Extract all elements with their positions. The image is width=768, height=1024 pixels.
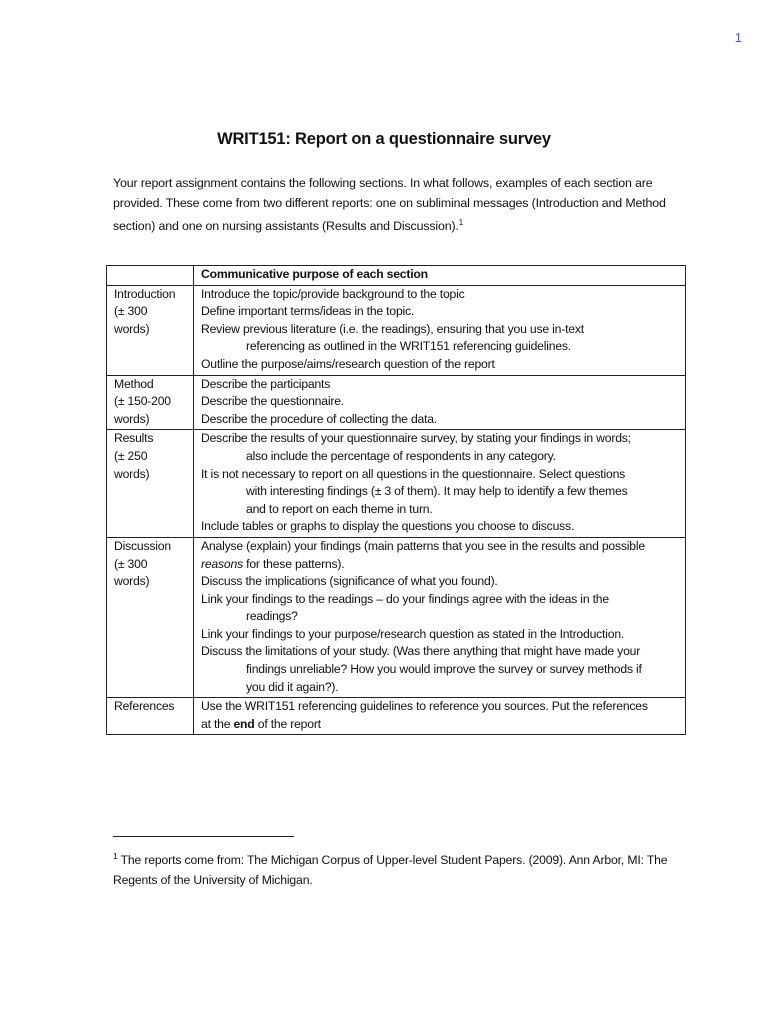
section-name: Discussion [114,538,171,553]
table-row-introduction [107,285,686,375]
purpose-item: Define important terms/ideas in the topic. [201,304,415,319]
section-unit: words) [114,411,150,426]
purpose-item: It is not necessary to report on all questions in the questionnaire. Select questions [201,466,626,481]
header-cell: Communicative purpose of each section [194,266,686,286]
section-cell [107,698,194,735]
purpose-item-wrap [201,716,685,734]
purpose-item-continued: findings unreliable? How you would improve the survey or survey methods if [246,662,642,677]
purpose-item: Describe the participants [201,376,331,391]
purpose-cell [194,285,686,375]
purpose-cell [194,430,686,538]
purpose-item-continued: with interesting findings (± 3 of them). It may help to identify a few themes [246,484,628,499]
purpose-item-pre: at the [201,716,234,731]
purpose-item-wrap [201,556,685,574]
purpose-item-continued: you did it again?). [246,679,339,694]
section-unit: words) [114,466,150,481]
purpose-item: Review previous literature (i.e. the readings), ensuring that you use in-text [201,321,584,336]
section-unit: words) [114,574,150,589]
section-length: (± 300 [114,556,148,571]
purpose-item: Describe the questionnaire. [201,394,344,409]
intro-text: Your report assignment contains the following sections. In what follows, examples of each section are provided. These come from two different reports: one on subliminal messages (Introduction and Method section) and one on nursing assistants (Results and Discussion). [113,176,666,233]
table-header-row [107,266,686,286]
table-row-method [107,375,686,430]
purpose-item: Describe the procedure of collecting the data. [201,411,438,426]
section-cell [107,285,194,375]
purpose-cell [194,537,686,697]
purpose-item: Discuss the implications (significance of what you found). [201,574,498,589]
purpose-item: Analyse (explain) your findings (main patterns that you see in the results and possible [201,538,645,553]
footnote [113,846,673,890]
purpose-item: Describe the results of your questionnaire survey, by stating your findings in words; [201,431,631,446]
footnote-text: The reports come from: The Michigan Corpus of Upper-level Student Papers. (2009). Ann Arbor, MI: The Regents of the University of Michigan. [113,853,668,887]
purpose-item: Link your findings to the readings – do your findings agree with the ideas in the [201,591,609,606]
table-row-references [107,698,686,735]
section-length: (± 300 [114,304,148,319]
emphasis-reasons: reasons [201,556,243,571]
purpose-item-tail: for these patterns). [242,556,345,571]
section-unit: words) [114,321,150,336]
sections-table [106,265,686,735]
page-number: 1 [734,30,742,45]
intro-paragraph [113,173,673,236]
section-cell [107,375,194,430]
purpose-item: Introduce the topic/provide background to the topic [201,286,465,301]
table-row-discussion [107,537,686,697]
table-row-results [107,430,686,538]
purpose-cell [194,375,686,430]
section-cell [107,430,194,538]
section-name: References [114,699,175,714]
purpose-cell [194,698,686,735]
document-title: WRIT151: Report on a questionnaire survey [217,130,551,148]
purpose-item: Discuss the limitations of your study. (Was there anything that might have made your [201,644,641,659]
section-name: Results [114,431,154,446]
purpose-item-continued: and to report on each theme in turn. [246,501,433,516]
section-name: Method [114,376,154,391]
purpose-item-continued: referencing as outlined in the WRIT151 referencing guidelines. [246,339,571,354]
footnote-separator [113,836,294,837]
section-cell [107,537,194,697]
section-length: (± 250 [114,448,148,463]
purpose-item: Include tables or graphs to display the questions you choose to discuss. [201,519,575,534]
purpose-item-continued: also include the percentage of respondents in any category. [246,448,556,463]
purpose-item-continued: readings? [246,609,298,624]
emphasis-end: end [233,716,255,731]
purpose-item: Outline the purpose/aims/research question of the report [201,356,495,371]
section-name: Introduction [114,286,176,301]
footnote-reference[interactable]: 1 [458,218,464,227]
purpose-item: Link your findings to your purpose/research question as stated in the Introduction. [201,626,625,641]
footnote-marker: 1 [113,851,118,861]
purpose-item-post: of the report [254,716,321,731]
purpose-item: Use the WRIT151 referencing guidelines to reference you sources. Put the references [201,699,648,714]
header-blank-cell [107,266,194,286]
section-length: (± 150-200 [114,394,171,409]
